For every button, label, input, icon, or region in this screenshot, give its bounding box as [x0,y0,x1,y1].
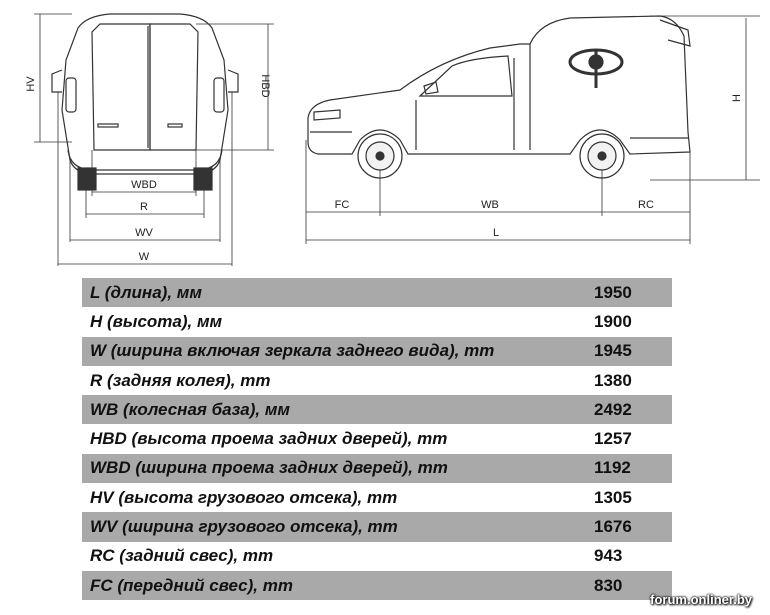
spec-value: 1257 [594,429,632,449]
spec-row-fc [82,571,672,600]
rear-dimension-lines [34,14,274,266]
spec-label: WB (колесная база), мм [90,399,290,419]
side-wheels [358,134,624,178]
spec-row-rc [82,542,672,571]
side-view [308,16,690,154]
spec-label: RC (задний свес), mm [90,546,274,566]
spec-value: 1950 [594,282,632,302]
spec-row-l [82,278,672,307]
spec-row-wb [82,395,672,424]
dim-label-r: R [140,201,148,213]
spec-row-r [82,366,672,395]
spec-label: H (высота), мм [90,311,223,331]
spec-value: 1305 [594,487,632,507]
spec-row-hbd [82,424,672,453]
rear-view [52,14,238,190]
spec-value: 2492 [594,399,632,419]
spec-row-wv [82,512,672,541]
spec-label: WBD (ширина проема задних дверей), mm [90,458,448,478]
spec-row-wbd [82,454,672,483]
spec-label: L (длина), мм [90,282,202,302]
spec-row-w [82,337,672,366]
spec-label: FC (передний свес), mm [90,575,293,595]
dim-label-hv: HV [25,76,37,92]
spec-value: 1676 [594,517,632,537]
dim-label-fc: FC [334,199,350,211]
dim-label-rc: RC [638,199,654,211]
spec-label: HV (высота грузового отсека), mm [90,487,398,507]
spec-value: 1900 [594,311,632,331]
spec-label: W (ширина включая зеркала заднего вида), mm [90,341,495,361]
spec-value: 830 [594,575,623,595]
spec-value: 943 [594,546,623,566]
spec-value: 1945 [594,341,632,361]
dim-label-h: H [731,94,743,102]
dim-label-hbd: HBD [259,74,271,98]
dim-label-l: L [492,227,500,239]
spec-row-h [82,307,672,336]
spec-table [82,278,672,600]
side-dimension-lines [306,16,760,244]
dim-label-wbd: WBD [131,179,157,191]
spec-value: 1192 [594,458,631,478]
spec-label: WV (ширина грузового отсека), mm [90,517,398,537]
spec-row-hv [82,483,672,512]
watermark: forum.onliner.by [650,592,752,607]
spec-label: HBD (высота проема задних дверей), mm [90,429,448,449]
spec-label: R (задняя колея), mm [90,370,271,390]
dim-label-wv: WV [135,227,153,239]
spec-value: 1380 [594,370,632,390]
dim-label-wb: WB [481,199,499,211]
dim-label-w: W [138,251,150,263]
technical-drawing [0,0,770,275]
